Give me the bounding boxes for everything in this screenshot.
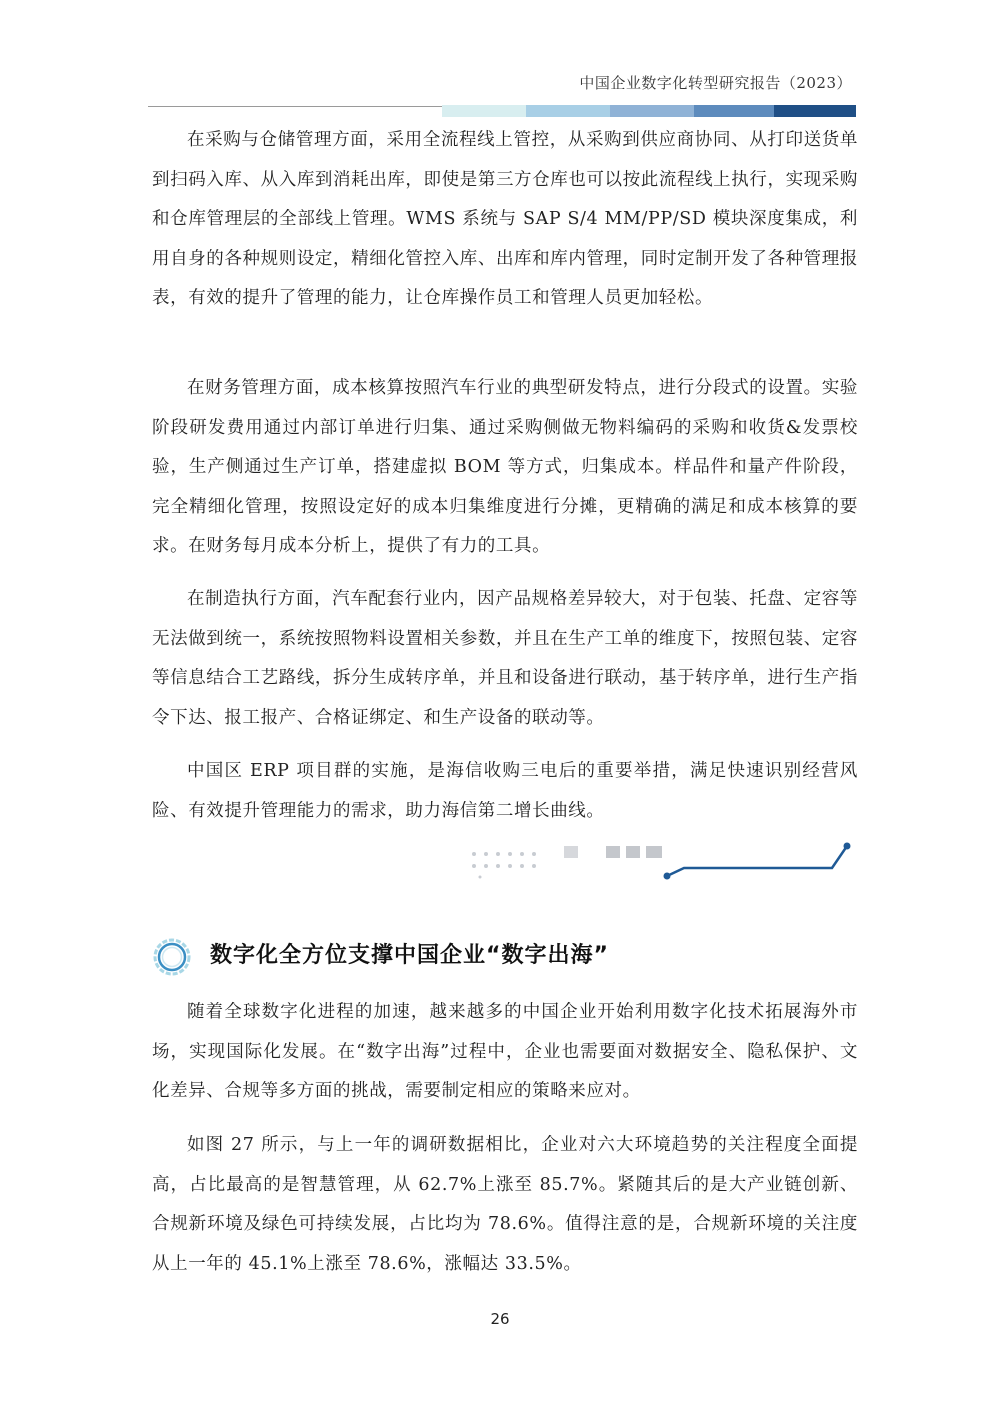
page-number: 26: [490, 1310, 510, 1328]
paragraph-survey-figure-27: 如图 27 所示，与上一年的调研数据相比，企业对六大环境趋势的关注程度全面提高，占比最高的是智慧管理，从 62.7%上涨至 85.7%。紧随其后的是大产业链创新、合规新环境及绿色可持续发展，占比均为 78.6%。值得注意的是，合规新环境的关注度从上一年的 45.1%上涨至 78.6%，涨幅达 33.5%。: [152, 1135, 858, 1274]
running-header-title: 中国企业数字化转型研究报告（2023）: [579, 74, 852, 92]
dots-line-divider-icon: [460, 836, 860, 886]
header-color-bar-4: [694, 105, 774, 117]
header-color-bar-1: [442, 105, 526, 117]
paragraph-procurement-warehouse: 在采购与仓储管理方面，采用全流程线上管控，从采购到供应商协同、从打印送货单到扫码入库、从入库到消耗出库，即使是第三方仓库也可以按此流程线上执行，实现采购和仓库管理层的全部线上管理。WMS 系统与 SAP S/4 MM/PP/SD 模块深度集成，利用自身的各种规则设定，精细化管控入库、出库和库内管理，同时定制开发了各种管理报表，有效的提升了管理的能力，让仓库操作员工和管理人员更加轻松。: [152, 130, 858, 308]
header-rule: [148, 106, 442, 107]
paragraph-digital-overseas-intro: 随着全球数字化进程的加速，越来越多的中国企业开始利用数字化技术拓展海外市场，实现国际化发展。在“数字出海”过程中，企业也需要面对数据安全、隐私保护、文化差异、合规等多方面的挑战，需要制定相应的策略来应对。: [152, 1002, 858, 1101]
paragraph-finance: 在财务管理方面，成本核算按照汽车行业的典型研发特点，进行分段式的设置。实验阶段研发费用通过内部订单进行归集、通过采购侧做无物料编码的采购和收货&发票校验，生产侧通过生产订单，搭建虚拟 BOM 等方式，归集成本。样品件和量产件阶段，完全精细化管理，按照设定好的成本归集维度进行分摊，更精确的满足和成本核算的要求。在财务每月成本分析上，提供了有力的工具。: [152, 378, 858, 556]
paragraph-erp-summary: 中国区 ERP 项目群的实施，是海信收购三电后的重要举措，满足快速识别经营风险、有效提升管理能力的需求，助力海信第二增长曲线。: [152, 761, 858, 821]
header-color-bar-5: [774, 105, 856, 117]
ring-icon: [152, 937, 192, 977]
paragraph-manufacturing: 在制造执行方面，汽车配套行业内，因产品规格差异较大，对于包装、托盘、定容等无法做到统一，系统按照物料设置相关参数，并且在生产工单的维度下，按照包装、定容等信息结合工艺路线，拆分生成转序单，并且和设备进行联动，基于转序单，进行生产指令下达、报工报产、合格证绑定、和生产设备的联动等。: [152, 589, 858, 728]
header-color-bar-2: [526, 105, 610, 117]
header-color-bar-3: [610, 105, 694, 117]
section-title: 数字化全方位支撑中国企业“数字出海”: [210, 943, 609, 968]
